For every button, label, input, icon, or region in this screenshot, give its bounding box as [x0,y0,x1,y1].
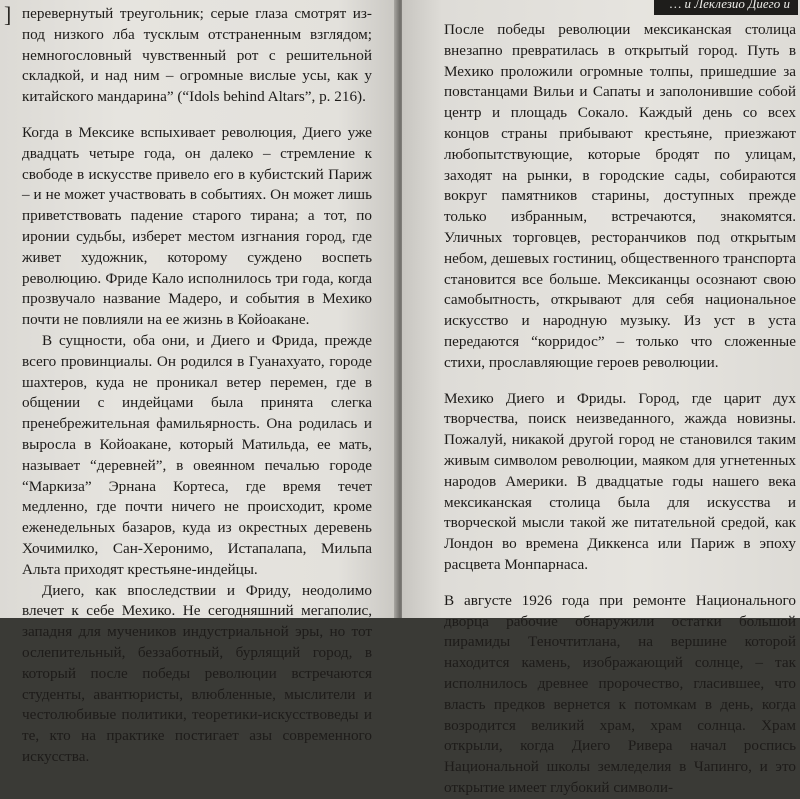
right-paragraph-2: Мехико Диего и Фриды. Город, где царит дух творчества, поиск неизведанного, жажда новизны. Пожалуй, никакой другой город не становился таким живым символом революции, маяком для угнетенных народов Америки. В двадцатые годы нашего века мексиканская столица была для искусства и творческой мысли такой же питательной средой, как Лондон во времена Диккенса или Париж в эпоху расцвета Монпарнаса. [444,389,796,573]
right-text-column [444,20,796,799]
paragraph-gap [444,374,796,389]
margin-bracket: ] [4,2,12,27]
paragraph-gap [444,576,796,591]
left-paragraph-3: В сущности, оба они, и Диего и Фрида, прежде всего провинциалы. Он родился в Гуанахуато, городе шахтеров, куда не проникал ветер перемен, где в общении с индейцами была принята слегка пренебрежительная фамильярность. Она родилась и выросла в Койоакане, который Матильда, ее мать, называет “деревней”, в овеянном печалью городе “Маркиза” Эрнана Кортеса, где время течет медленно, где почти ничего не происходит, кроме еженедельных базаров, куда из окрестных деревень Хочимилко, Сан-Херонимо, Истапалапа, Мильпа Альта приходят крестьяне-индейцы. [22,331,372,578]
right-paragraph-1: После победы революции мексиканская столица внезапно превратилась в открытый город. Путь в Мехико проложили огромные толпы, пришедшие за повстанцами Вильи и Сапаты и заполонившие собой центр и площадь Сокало. Каждый день со всех концов страны прибывают крестьяне, приезжают любопытствующие, которые бродят по улицам, заходят на рынки, в городские сады, собираются вокруг памятников старины, доступных прежде только избранным, встречаются, знакомятся. Уличных торговцев, ресторанчиков под открытым небом, дешевых гостиниц, общественного транспорта становится все больше. Мексиканцы осознают свою самобытность, открывают для себя национальное искусство и народную музыку. Из уст в уста передаются “корридос” – только что сложенные стихи, прославляющие героев революции. [444,21,796,371]
left-paragraph-1: перевернутый треугольник; серые глаза смотрят из-под низкого лба тусклым отстраненным взглядом; немногословный чувственный рот с решительной складкой, и над ним – огромные вислые усы, как у китайского мандарина” (“Idols behind Altars”, p. 216). [22,5,372,106]
right-paragraph-3: В августе 1926 года при ремонте Национального дворца рабочие обнаружили остатки большой пирамиды Теночтитлана, на вершине которой находится камень, изображающий солнце, – так исполнилось древнее пророчество, гласившее, что власть предков вернется к потомкам в день, когда возродится великий храм, храм солнца. Храм открыли, когда Диего Ривера начал роспись Национальной школы земледелия в Чапинго, и это открытие имеет глубокий символи- [444,591,796,796]
paragraph-gap [22,108,372,123]
right-page [402,0,800,796]
left-paragraph-4: Диего, как впоследствии и Фриду, неодолимо влечет к себе Мехико. Не сегодняшний мегаполис, западня для мучеников индустриальной эры, но тот ослепительный, беззаботный, бурлящий город, в который после победы революции встречаются студенты, авантюристы, влюбленные, мыслители и честолюбивые политики, теоретики-искусствоведы и те, кто на практике постигает азы современного искусства. [22,581,372,765]
running-head: … и Леклезио Диего и [654,0,798,15]
left-page [0,0,398,765]
left-text-column [22,4,372,768]
left-paragraph-2: Когда в Мексике вспыхивает революция, Диего уже двадцать четыре года, он далеко – стремление к свободе в искусстве привело его в кубистский Париж – и не может участвовать в событиях. Он может лишь приветствовать падение старого тирана; а тот, по иронии судьбы, изберет местом изгнания город, где живет художник, которому суждено воспеть революцию. Фриде Кало исполнилось три года, когда прозвучало название Мадеро, и события в Мехико почти не повлияли на ее жизнь в Койоакане. [22,123,372,329]
